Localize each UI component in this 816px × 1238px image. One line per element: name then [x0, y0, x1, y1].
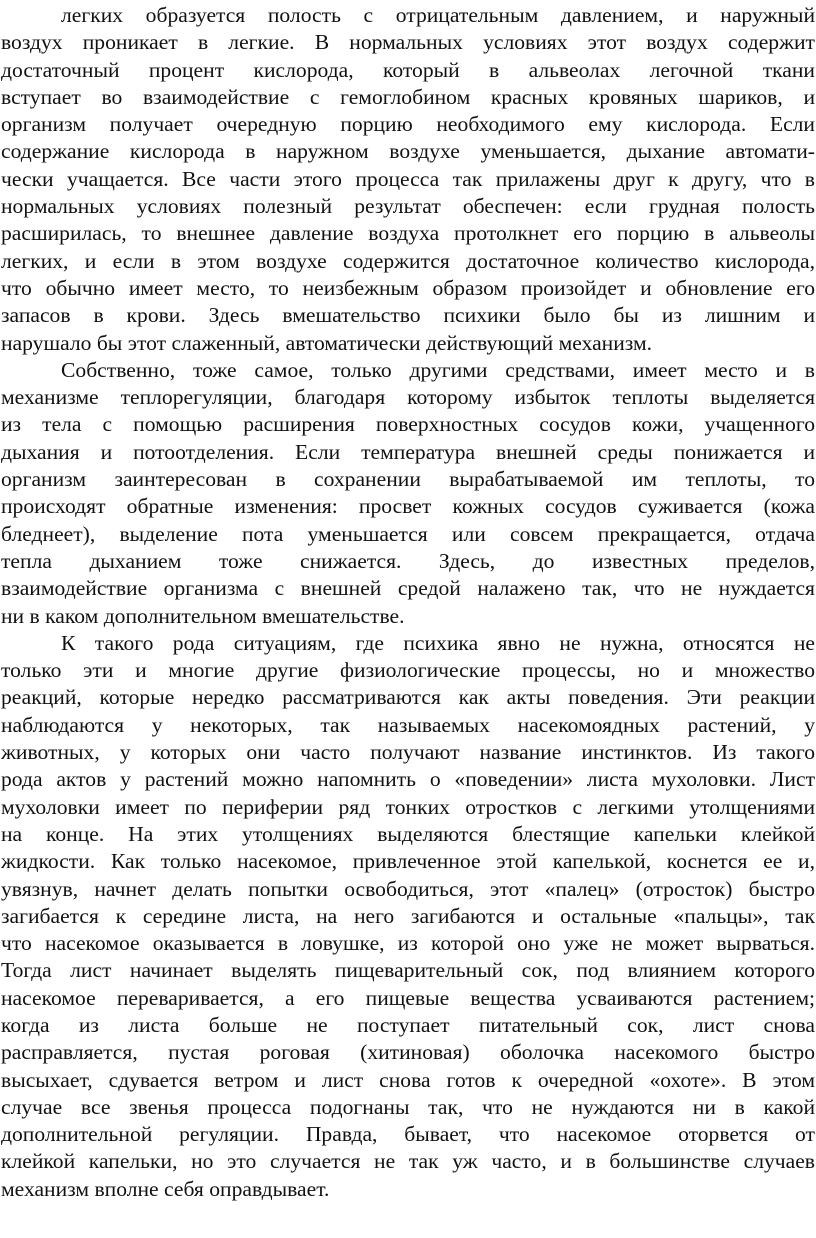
text-line: ни в каком дополнительном вмешательстве.	[1, 603, 405, 628]
text-line: мухоловки имеет по периферии ряд тонких отростков с легкими утолщениями	[1, 794, 815, 819]
text-line: происходят обратные изменения: просвет кожных сосудов суживается (кожа	[1, 494, 815, 519]
text-line: достаточный процент кислорода, который в альвеолах легочной ткани	[1, 57, 815, 82]
text-line: наблюдаются у некоторых, так называемых насекомоядных растений, у	[1, 712, 815, 737]
text-line: воздух проникает в легкие. В нормальных условиях этот воздух содержит	[1, 30, 815, 55]
text-line: организм получает очередную порцию необходимого ему кислорода. Если	[1, 112, 815, 137]
text-line: Тогда лист начинает выделять пищеварительный сок, под влиянием которого	[1, 958, 815, 983]
text-line: насекомое переваривается, а его пищевые вещества усваиваются растением;	[1, 985, 815, 1010]
text-line: механизме теплорегуляции, благодаря которому избыток теплоты выделяется	[1, 385, 815, 410]
text-line: вступает во взаимодействие с гемоглобином красных кровяных шариков, и	[1, 84, 815, 109]
text-line: нормальных условиях полезный результат обеспечен: если грудная полость	[1, 194, 815, 219]
text-line: только эти и многие другие физиологические процессы, но и множество	[1, 658, 815, 683]
text-line: животных, у которых они часто получают название инстинктов. Из такого	[1, 740, 815, 765]
text-line: что насекомое оказывается в ловушке, из которой оно уже не может вырваться.	[1, 931, 815, 956]
text-line: что обычно имеет место, то неизбежным образом произойдет и обновление его	[1, 275, 815, 300]
text-line: механизм вполне себя оправдывает.	[1, 1176, 330, 1201]
text-line: рода актов у растений можно напомнить о «поведении» листа мухоловки. Лист	[1, 767, 815, 792]
text-line: легких образуется полость с отрицательным давлением, и наружный	[61, 3, 815, 27]
text-line: легких, и если в этом воздухе содержится достаточное количество кислорода,	[1, 248, 815, 273]
paragraph-2	[1, 357, 815, 630]
paragraph-1	[1, 2, 815, 357]
text-line: бледнеет), выделение пота уменьшается или совсем прекращается, отдача	[1, 521, 815, 546]
text-line: чески учащается. Все части этого процесса так прилажены друг к другу, что в	[1, 166, 815, 191]
text-line: расширилась, то внешнее давление воздуха протолкнет его порцию в альвеолы	[1, 221, 815, 246]
text-line: запасов в крови. Здесь вмешательство психики было бы из лишним и	[1, 303, 815, 328]
text-line: жидкости. Как только насекомое, привлеченное этой капелькой, коснется ее и,	[1, 849, 815, 874]
paragraph-3	[1, 630, 815, 1203]
text-line: реакций, которые нередко рассматриваются как акты поведения. Эти реакции	[1, 685, 815, 710]
text-line: К такого рода ситуациям, где психика явно не нужна, относятся не	[61, 630, 815, 655]
text-line: из тела с помощью расширения поверхностных сосудов кожи, учащенного	[1, 412, 815, 437]
text-line: на конце. На этих утолщениях выделяются блестящие капельки клейкой	[1, 821, 815, 846]
text-line: Собственно, тоже самое, только другими средствами, имеет место и в	[61, 357, 815, 382]
text-line: организм заинтересован в сохранении вырабатываемой им теплоты, то	[1, 467, 815, 492]
text-line: тепла дыханием тоже снижается. Здесь, до известных пределов,	[1, 548, 815, 573]
text-line: расправляется, пустая роговая (хитиновая) оболочка насекомого быстро	[1, 1040, 815, 1065]
text-line: загибается к середине листа, на него загибаются и остальные «пальцы», так	[1, 903, 815, 928]
text-line: взаимодействие организма с внешней средой налажено так, что не нуждается	[1, 576, 815, 601]
text-line: случае все звенья процесса подогнаны так, что не нуждаются ни в какой	[1, 1094, 815, 1119]
text-line: высыхает, сдувается ветром и лист снова готов к очередной «охоте». В этом	[1, 1067, 815, 1092]
text-line: когда из листа больше не поступает питательный сок, лист снова	[1, 1012, 815, 1037]
text-line: дополнительной регуляции. Правда, бывает, что насекомое оторвется от	[1, 1122, 815, 1147]
text-line: дыхания и потоотделения. Если температура внешней среды понижается и	[1, 439, 815, 464]
text-line: нарушало бы этот слаженный, автоматически действующий механизм.	[1, 330, 653, 355]
document-page	[1, 2, 815, 1203]
text-line: увязнув, начнет делать попытки освободиться, этот «палец» (отросток) быстро	[1, 876, 815, 901]
text-line: клейкой капельки, но это случается не так уж часто, и в большинстве случаев	[1, 1149, 815, 1174]
text-line: содержание кислорода в наружном воздухе уменьшается, дыхание автомати-	[1, 139, 815, 164]
